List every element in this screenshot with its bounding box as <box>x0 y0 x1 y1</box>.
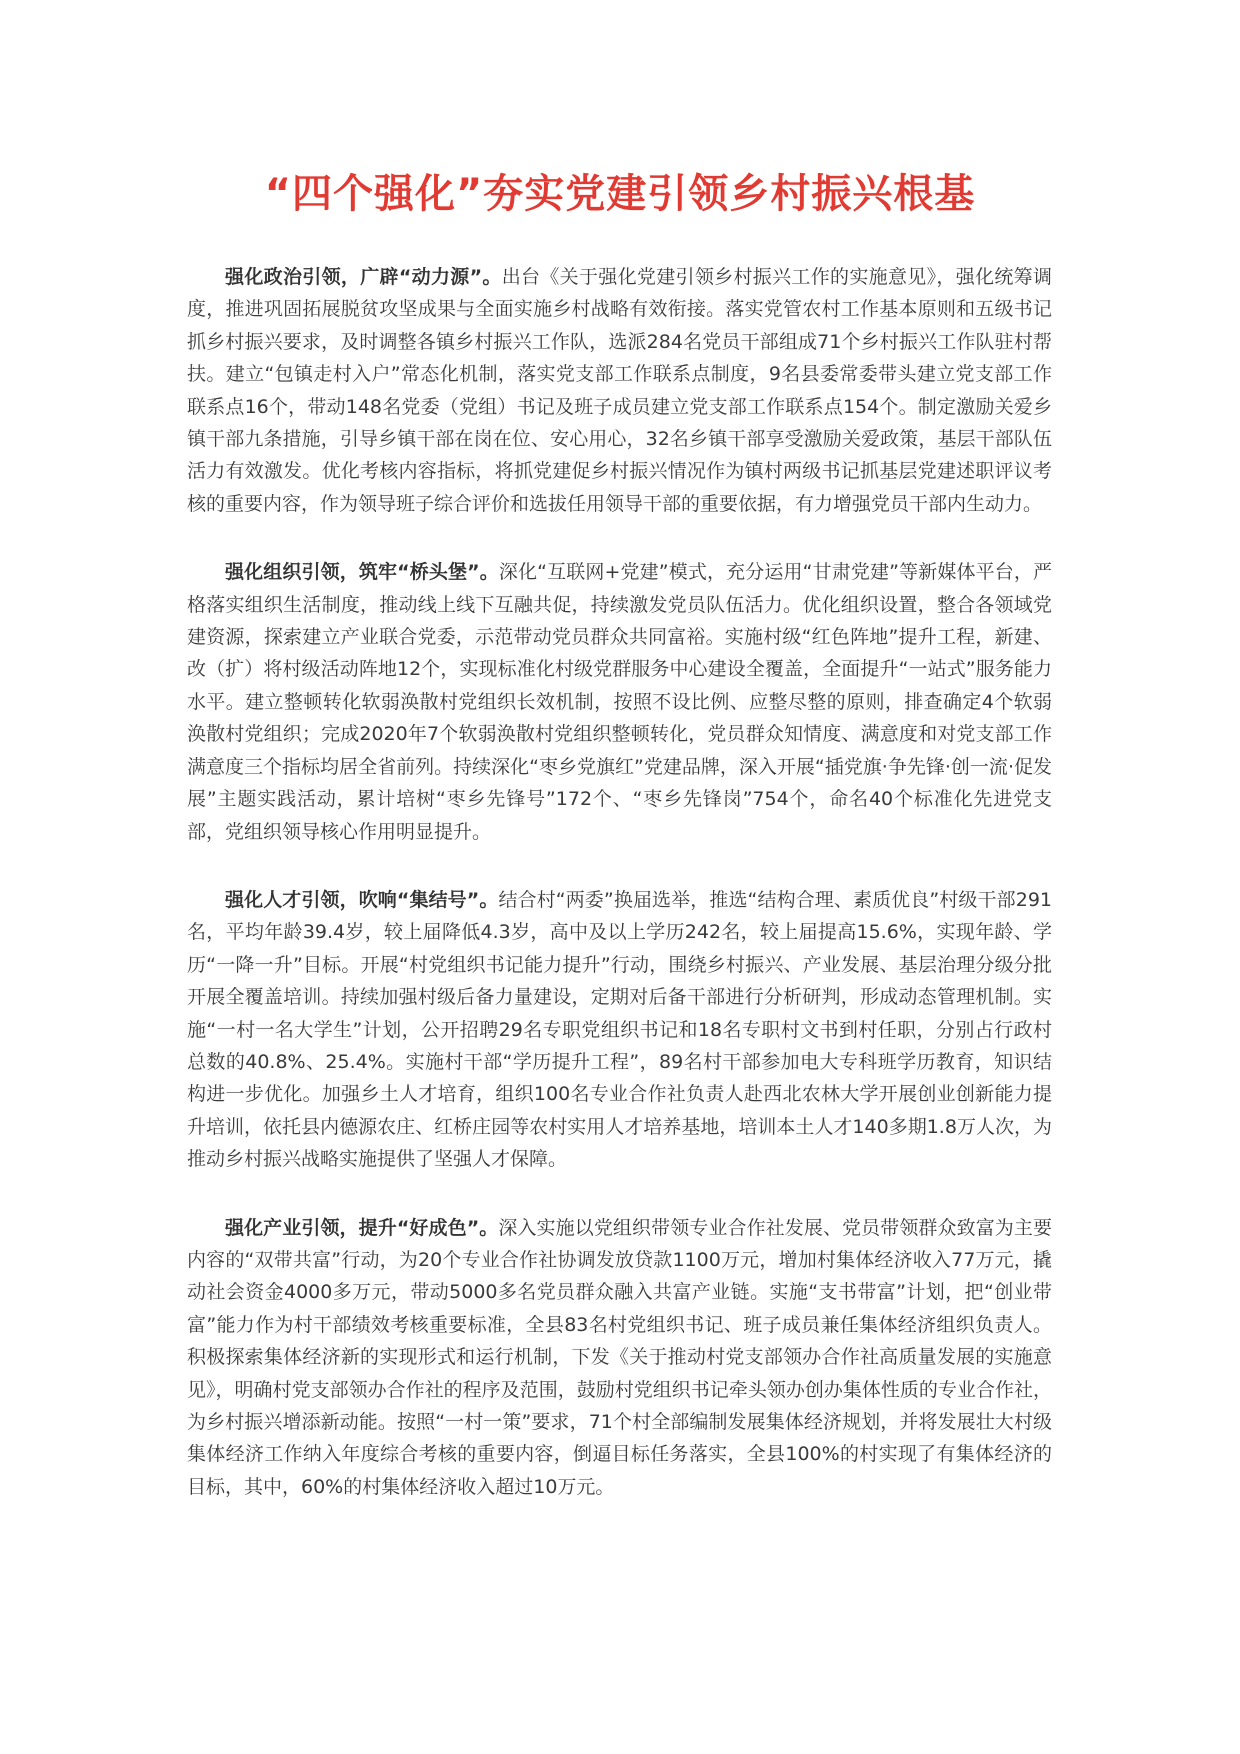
paragraph-industry-leadership <box>187 1212 1052 1504</box>
paragraph-political-leadership <box>187 261 1052 520</box>
paragraph-text: 深入实施以党组织带领专业合作社发展、党员带领群众致富为主要内容的“双带共富”行动，为20个专业合作社协调发放贷款1100万元，增加村集体经济收入77万元，撬动社会资金4000多万元，带动5000多名党员群众融入共富产业链。实施“支书带富”计划，把“创业带富”能力作为村干部绩效考核重要标准，全县83名村党组织书记、班子成员兼任集体经济组织负责人。积极探索集体经济新的实现形式和运行机制，下发《关于推动村党支部领办合作社高质量发展的实施意见》，明确村党支部领办合作社的程序及范围，鼓励村党组织书记牵头领办创办集体性质的专业合作社，为乡村振兴增添新动能。按照“一村一策”要求，71个村全部编制发展集体经济规划，并将发展壮大村级集体经济工作纳入年度综合考核的重要内容，倒逼目标任务落实，全县100%的村实现了有集体经济的目标，其中，60%的村集体经济收入超过10万元。 <box>187 1216 1052 1498</box>
paragraph-lead: 强化组织引领，筑牢“桥头堡”。 <box>225 561 499 584</box>
paragraph-text: 出台《关于强化党建引领乡村振兴工作的实施意见》，强化统筹调度，推进巩固拓展脱贫攻坚成果与全面实施乡村战略有效衔接。落实党管农村工作基本原则和五级书记抓乡村振兴要求，及时调整各镇乡村振兴工作队，选派284名党员干部组成71个乡村振兴工作队驻村帮扶。建立“包镇走村入户”常态化机制，落实党支部工作联系点制度，9名县委常委带头建立党支部工作联系点16个，带动148名党委（党组）书记及班子成员建立党支部工作联系点154个。制定激励关爱乡镇干部九条措施，引导乡镇干部在岗在位、安心用心，32名乡镇干部享受激励关爱政策，基层干部队伍活力有效激发。优化考核内容指标，将抓党建促乡村振兴情况作为镇村两级书记抓基层党建述职评议考核的重要内容，作为领导班子综合评价和选拔任用领导干部的重要依据，有力增强党员干部内生动力。 <box>187 266 1052 515</box>
paragraph-lead: 强化产业引领，提升“好成色”。 <box>225 1216 499 1239</box>
article-body <box>187 261 1052 1503</box>
paragraph-talent-leadership <box>187 884 1052 1176</box>
paragraph-text: 结合村“两委”换届选举，推选“结构合理、素质优良”村级干部291名，平均年龄39.4岁，较上届降低4.3岁，高中及以上学历242名，较上届提高15.6%，实现年龄、学历“一降一升”目标。开展“村党组织书记能力提升”行动，围绕乡村振兴、产业发展、基层治理分级分批开展全覆盖培训。持续加强村级后备力量建设，定期对后备干部进行分析研判，形成动态管理机制。实施“一村一名大学生”计划，公开招聘29名专职党组织书记和18名专职村文书到村任职，分别占行政村总数的40.8%、25.4%。实施村干部“学历提升工程”，89名村干部参加电大专科班学历教育，知识结构进一步优化。加强乡土人才培育，组织100名专业合作社负责人赴西北农林大学开展创业创新能力提升培训，依托县内德源农庄、红桥庄园等农村实用人才培养基地，培训本土人才140多期1.8万人次，为推动乡村振兴战略实施提供了坚强人才保障。 <box>187 888 1052 1171</box>
page-title: “四个强化”夯实党建引领乡村振兴根基 <box>264 171 976 217</box>
paragraph-lead: 强化政治引领，广辟“动力源”。 <box>225 266 502 288</box>
paragraph-organization-leadership <box>187 556 1052 848</box>
paragraph-text: 深化“互联网+党建”模式，充分运用“甘肃党建”等新媒体平台，严格落实组织生活制度，推动线上线下互融共促，持续激发党员队伍活力。优化组织设置，整合各领域党建资源，探索建立产业联合党委，示范带动党员群众共同富裕。实施村级“红色阵地”提升工程，新建、改（扩）将村级活动阵地12个，实现标准化村级党群服务中心建设全覆盖，全面提升“一站式”服务能力水平。建立整顿转化软弱涣散村党组织长效机制，按照不设比例、应整尽整的原则，排查确定4个软弱涣散村党组织；完成2020年7个软弱涣散村党组织整顿转化，党员群众知情度、满意度和对党支部工作满意度三个指标均居全省前列。持续深化“枣乡党旗红”党建品牌，深入开展“插党旗·争先锋·创一流·促发展”主题实践活动，累计培树“枣乡先锋号”172个、“枣乡先锋岗”754个，命名40个标准化先进党支部，党组织领导核心作用明显提升。 <box>187 561 1052 843</box>
paragraph-lead: 强化人才引领，吹响“集结号”。 <box>225 888 499 911</box>
